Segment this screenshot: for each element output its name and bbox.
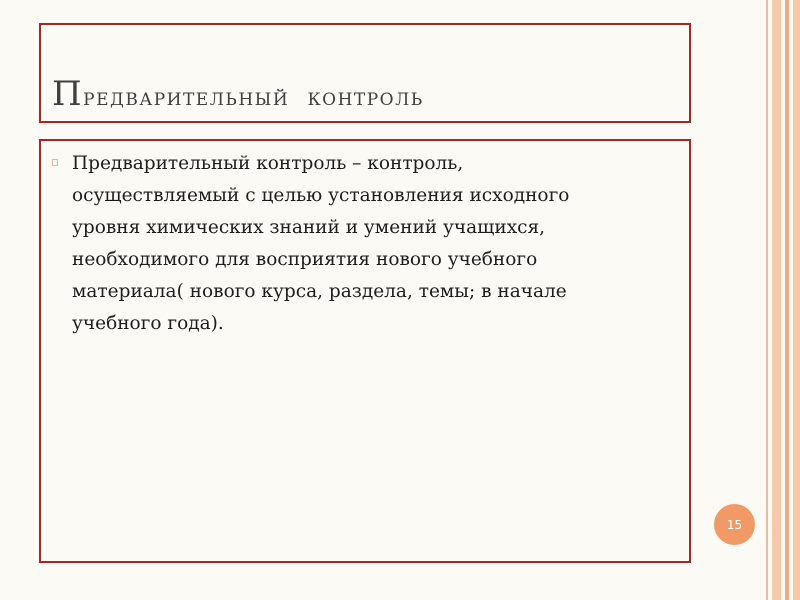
body-line: материала( нового курса, раздела, темы; в начале bbox=[72, 281, 567, 302]
decorative-stripe bbox=[772, 0, 781, 600]
body-line: уровня химических знаний и умений учащихся, bbox=[72, 217, 546, 238]
square-bullet-icon bbox=[52, 159, 58, 166]
body-line: учебного года). bbox=[72, 313, 224, 334]
title-frame bbox=[39, 23, 691, 123]
body-line: Предварительный контроль – контроль, bbox=[72, 153, 464, 174]
body-line: необходимого для восприятия нового учебного bbox=[72, 249, 538, 270]
decorative-stripe bbox=[793, 0, 800, 600]
body-line: осуществляемый с целью установления исходного bbox=[72, 185, 570, 206]
content-frame bbox=[39, 139, 691, 563]
decorative-stripe bbox=[766, 0, 768, 600]
page-number-badge: 15 bbox=[714, 504, 755, 545]
decorative-stripe bbox=[785, 0, 789, 600]
slide-title: Предварительный контроль bbox=[52, 74, 424, 114]
body-text bbox=[72, 148, 672, 340]
